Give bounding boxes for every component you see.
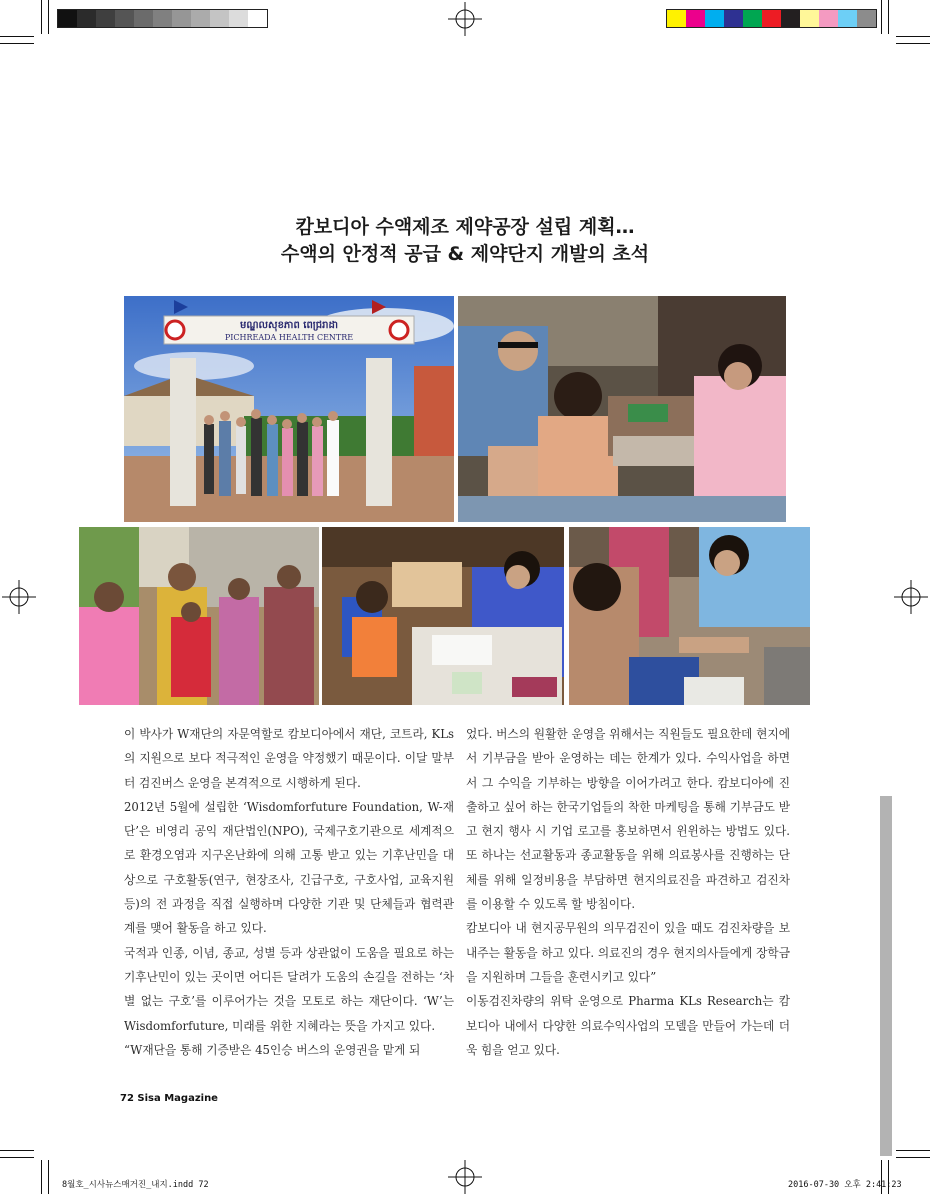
gray-swatch	[115, 10, 134, 27]
crop-mark-tr-h2	[896, 43, 930, 44]
photo-doctor-exam	[458, 296, 786, 522]
registration-mark-bottom	[448, 1160, 482, 1194]
page-footer-label: 72 Sisa Magazine	[120, 1093, 218, 1104]
body-column-right	[466, 722, 790, 1062]
gray-swatch	[191, 10, 210, 27]
photo-mothers-children	[79, 527, 319, 705]
process-swatch	[724, 10, 743, 27]
slug-timestamp: 2016-07-30 오후 2:41:23	[788, 1180, 902, 1190]
gray-swatch	[77, 10, 96, 27]
photo-doctor-boy	[569, 527, 810, 705]
crop-mark-tr-v2	[881, 0, 882, 34]
process-swatch	[857, 10, 876, 27]
photo-doctor-writing	[322, 527, 564, 705]
crop-mark-bl-v	[48, 1160, 49, 1194]
gray-ramp-bar	[57, 9, 268, 28]
body-column-left	[124, 722, 454, 1062]
gray-swatch	[172, 10, 191, 27]
process-swatch	[686, 10, 705, 27]
body-paragraph: 이 박사가 W재단의 자문역할로 캄보디아에서 재단, 코트라, KLs의 지원으로 보다 적극적인 운영을 약정했기 때문이다. 이달 말부터 검진버스 운영을 본격적으로 시행하게 된다.	[124, 727, 454, 790]
crop-mark-tl-h2	[0, 43, 34, 44]
body-paragraph: 국적과 인종, 이념, 종교, 성별 등과 상관없이 도움을 필요로 하는 기후난민이 있는 곳이면 어디든 달려가 도움의 손길을 전하는 ‘차별 없는 구호’를 이루어가는 것을 모토로 하는 재단이다. ‘W’는 Wisdomforfuture, 미래를 위한 지혜라는 뜻을 가지고 있다.	[124, 945, 454, 1033]
photo-health-centre-gate	[124, 296, 454, 522]
gray-swatch	[248, 10, 267, 27]
crop-mark-tr-h	[896, 36, 930, 37]
slug-filename: 8월호_시사뉴스매거진_내지.indd 72	[62, 1180, 209, 1190]
gray-swatch	[153, 10, 172, 27]
process-swatch	[762, 10, 781, 27]
gray-swatch	[134, 10, 153, 27]
sign-khmer-text: មណ្ឌលសុខភាព ពេជ្ររាដា	[239, 320, 339, 331]
process-swatch	[781, 10, 800, 27]
crop-mark-br-h2	[896, 1157, 930, 1158]
article-title-line-1: 캄보디아 수액제조 제약공장 설립 계획…	[295, 216, 635, 238]
process-swatch	[800, 10, 819, 27]
process-swatch	[667, 10, 686, 27]
registration-mark-left	[2, 580, 36, 614]
process-swatch	[838, 10, 857, 27]
registration-mark-top	[448, 2, 482, 36]
process-color-bar	[666, 9, 877, 28]
article-title-line-2: 수액의 안정적 공급 & 제약단지 개발의 초석	[280, 243, 650, 265]
sign-english-text: PICHREADA HEALTH CENTRE	[224, 333, 354, 342]
process-swatch	[819, 10, 838, 27]
crop-mark-bl-v2	[41, 1160, 42, 1194]
gray-swatch	[210, 10, 229, 27]
crop-mark-tl-v2	[48, 0, 49, 34]
crop-mark-tl-h	[0, 36, 34, 37]
crop-mark-bl-h2	[0, 1157, 34, 1158]
process-swatch	[705, 10, 724, 27]
body-paragraph: “W재단을 통해 기증받은 45인승 버스의 운영권을 맡게 되	[124, 1042, 421, 1057]
page-edge-tab	[880, 796, 892, 1156]
body-paragraph: 이동검진차량의 위탁 운영으로 Pharma KLs Research는 캄보디아 내에서 다양한 의료수익사업의 모델을 만들어 가는데 더욱 힘을 얻고 있다.	[466, 994, 790, 1057]
gray-swatch	[96, 10, 115, 27]
gray-swatch	[58, 10, 77, 27]
body-paragraph: 2012년 5월에 설립한 ‘Wisdomforfuture Foundation, W-재단’은 비영리 공익 재단법인(NPO), 국제구호기관으로 세계적으로 환경오염과 지구온난화에 의해 고통 받고 있는 기후난민을 대상으로 구호활동(연구, 현장조사, 긴급구호, 구호사업, 교육지원 등)의 전 과정을 직접 실행하며 다양한 기관 및 단체들과 협력관계를 맺어 활동을 하고 있다.	[124, 799, 454, 936]
gray-swatch	[229, 10, 248, 27]
process-swatch	[743, 10, 762, 27]
body-paragraph: 었다. 버스의 원활한 운영을 위해서는 직원들도 필요한데 현지에서 기부금을 받아 운영하는 데는 한계가 있다. 수익사업을 하면서 그 수익을 기부하는 방향을 이어가려고 한다. 캄보디아에 진출하고 싶어 하는 한국기업들의 착한 마케팅을 통해 기부금도 받고 현지 행사 시 기업 로고를 홍보하면서 윈윈하는 방법도 있다. 또 하나는 선교활동과 종교활동을 위해 의료봉사를 진행하는 단체를 위해 일정비용을 부담하면 현지의료진을 파견하고 검진차를 이용할 수 있도록 할 방침이다.	[466, 727, 790, 912]
registration-mark-right	[894, 580, 928, 614]
crop-mark-br-h	[896, 1150, 930, 1151]
crop-mark-bl-h	[0, 1150, 34, 1151]
crop-mark-tl-v	[41, 0, 42, 34]
crop-mark-tr-v	[888, 0, 889, 34]
body-paragraph: 캄보디아 내 현지공무원의 의무검진이 있을 때도 검진차량을 보내주는 활동을 하고 있다. 의료진의 경우 현지의사들에게 장학금을 지원하며 그들을 훈련시키고 있다”	[466, 921, 790, 984]
